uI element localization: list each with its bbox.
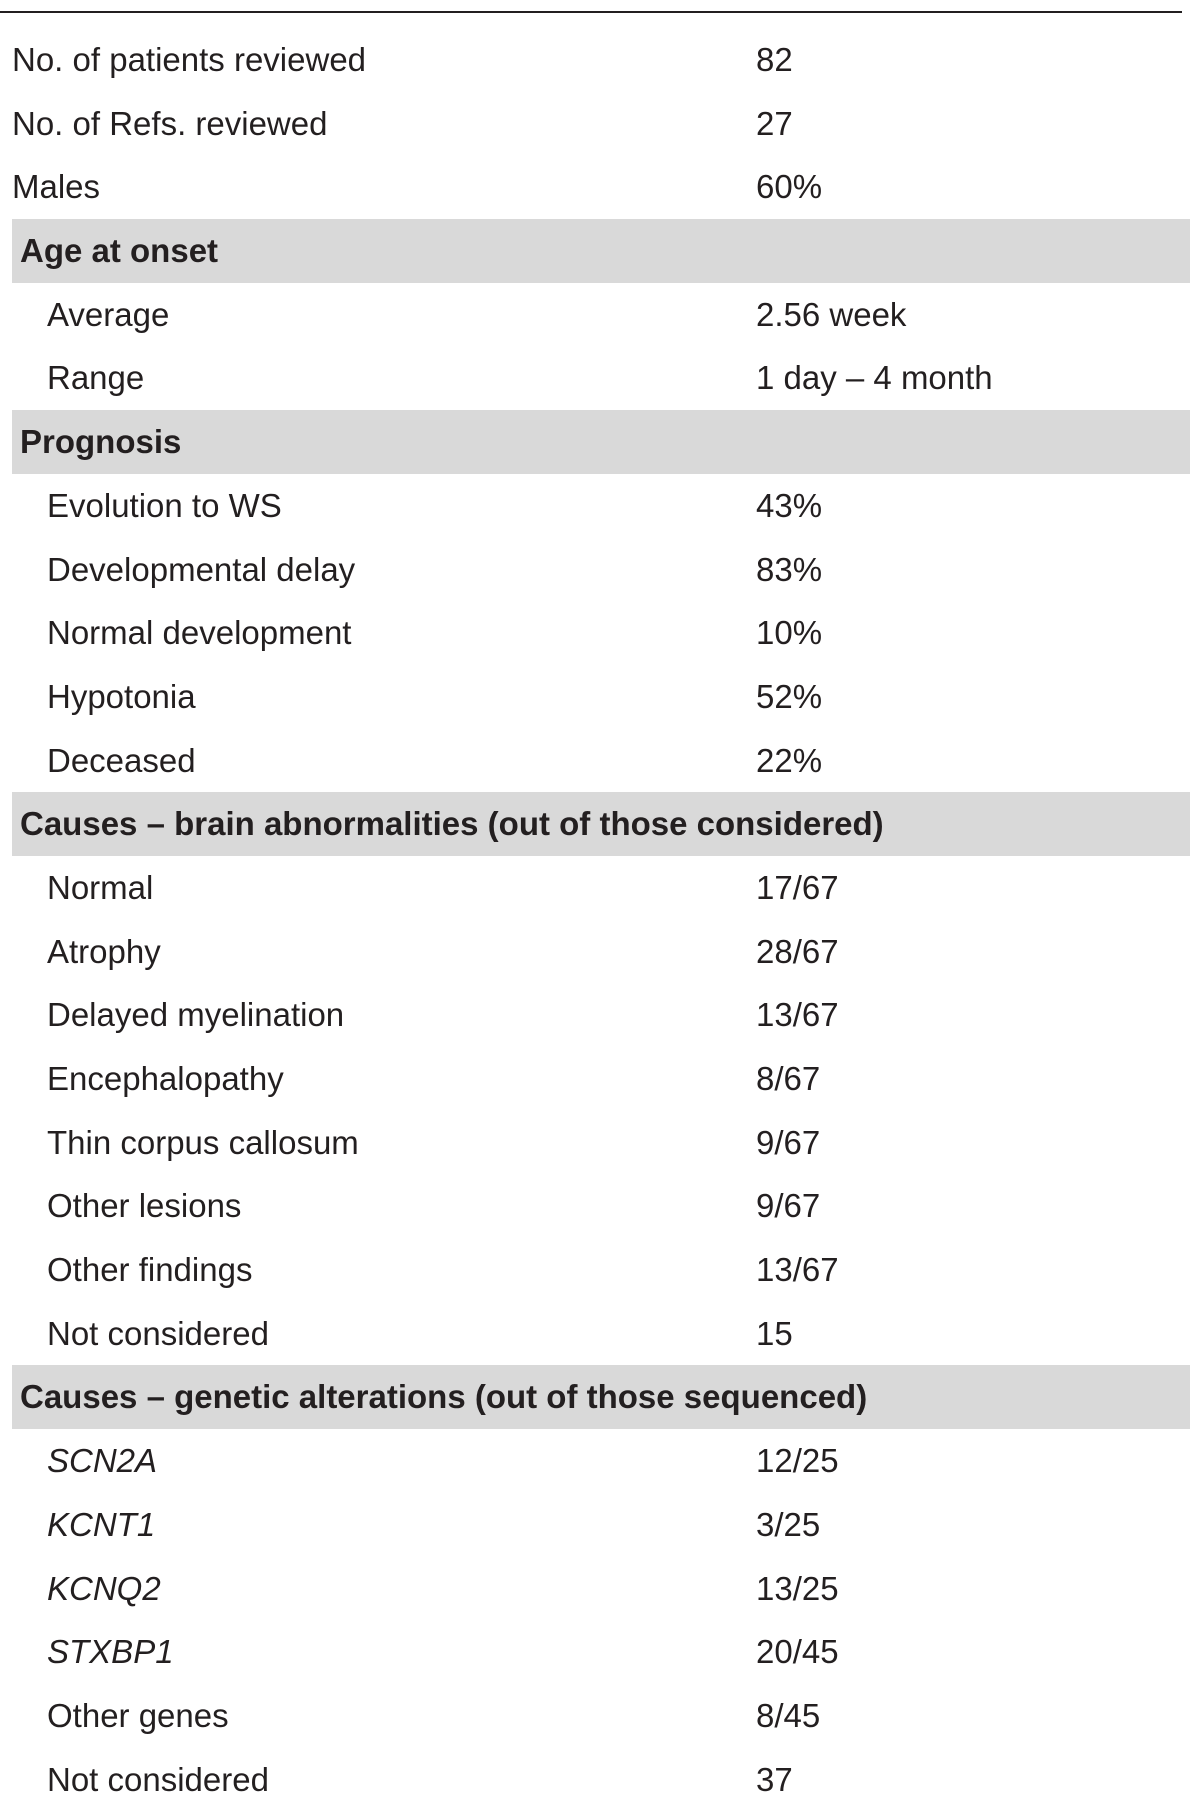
row-label: Other genes — [47, 1696, 229, 1734]
row-label: Normal development — [47, 614, 352, 652]
row-label: Other findings — [47, 1251, 253, 1289]
table-row — [0, 1748, 1200, 1811]
section-header-label: Causes – brain abnormalities (out of those considered) — [20, 805, 884, 843]
table-row — [0, 1429, 1200, 1493]
row-label: KCNT1 — [47, 1505, 156, 1543]
table-row — [0, 920, 1200, 984]
row-value: 43% — [756, 486, 823, 524]
row-value: 3/25 — [756, 1505, 821, 1543]
table-row — [0, 1684, 1200, 1748]
row-value: 9/67 — [756, 1187, 821, 1225]
table-row — [0, 92, 1200, 156]
row-value: 13/67 — [756, 1251, 839, 1289]
table-row — [0, 474, 1200, 538]
row-value: 37 — [756, 1760, 793, 1798]
row-value: 82 — [756, 41, 793, 78]
section-header-row — [12, 792, 1190, 856]
table-row — [0, 1620, 1200, 1684]
row-label: STXBP1 — [47, 1633, 174, 1671]
row-value: 8/45 — [756, 1696, 821, 1734]
section-header-label: Age at onset — [20, 232, 219, 270]
row-value: 8/67 — [756, 1060, 821, 1097]
row-label: Normal — [47, 868, 154, 906]
row-value: 9/67 — [756, 1123, 821, 1161]
section-header-row — [12, 410, 1190, 474]
table-row — [0, 1557, 1200, 1621]
table-row — [0, 28, 1200, 92]
row-label: No. of Refs. reviewed — [12, 104, 328, 142]
row-label: Average — [47, 295, 170, 333]
row-label: Hypotonia — [47, 677, 196, 715]
row-label: Encephalopathy — [47, 1060, 284, 1097]
table-row — [0, 283, 1200, 347]
row-label: Deceased — [47, 741, 196, 779]
row-value: 60% — [756, 168, 823, 206]
row-label: Not considered — [47, 1314, 269, 1352]
section-header-row — [12, 219, 1190, 283]
row-value: 17/67 — [756, 868, 839, 906]
table-row — [0, 1174, 1200, 1238]
row-label: Evolution to WS — [47, 486, 282, 524]
section-header-label: Prognosis — [20, 423, 182, 461]
row-value: 27 — [756, 104, 793, 142]
table-row — [0, 983, 1200, 1047]
table-body — [0, 28, 1200, 1811]
top-rule — [0, 11, 1182, 13]
table-row — [0, 1111, 1200, 1175]
row-label: Thin corpus callosum — [47, 1123, 359, 1161]
table-row — [0, 856, 1200, 920]
row-value: 28/67 — [756, 932, 839, 970]
row-value: 2.56 week — [756, 295, 907, 333]
row-label: Not considered — [47, 1760, 269, 1798]
row-label: SCN2A — [47, 1442, 158, 1480]
row-value: 83% — [756, 550, 823, 588]
row-value: 52% — [756, 677, 823, 715]
row-label: No. of patients reviewed — [12, 41, 367, 78]
row-value: 22% — [756, 741, 823, 779]
table-row — [0, 1238, 1200, 1302]
row-label: KCNQ2 — [47, 1569, 161, 1607]
table-row — [0, 1047, 1200, 1111]
row-value: 12/25 — [756, 1442, 839, 1480]
row-label: Developmental delay — [47, 550, 356, 588]
row-label: Atrophy — [47, 932, 161, 970]
table-row — [0, 601, 1200, 665]
table-row — [0, 1493, 1200, 1557]
row-value: 13/25 — [756, 1569, 839, 1607]
section-header-label: Causes – genetic alterations (out of those sequenced) — [20, 1378, 868, 1416]
row-value: 15 — [756, 1314, 793, 1352]
row-label: Range — [47, 359, 145, 397]
row-label: Other lesions — [47, 1187, 242, 1225]
row-label: Delayed myelination — [47, 996, 345, 1034]
table-row — [0, 665, 1200, 729]
row-value: 10% — [756, 614, 823, 652]
table-row — [0, 155, 1200, 219]
row-value: 1 day – 4 month — [756, 359, 993, 397]
table-row — [0, 1302, 1200, 1366]
table-row — [0, 729, 1200, 793]
row-value: 20/45 — [756, 1633, 839, 1671]
table-row — [0, 538, 1200, 602]
row-value: 13/67 — [756, 996, 839, 1034]
table-row — [0, 346, 1200, 410]
section-header-row — [12, 1365, 1190, 1429]
row-label: Males — [12, 168, 101, 206]
